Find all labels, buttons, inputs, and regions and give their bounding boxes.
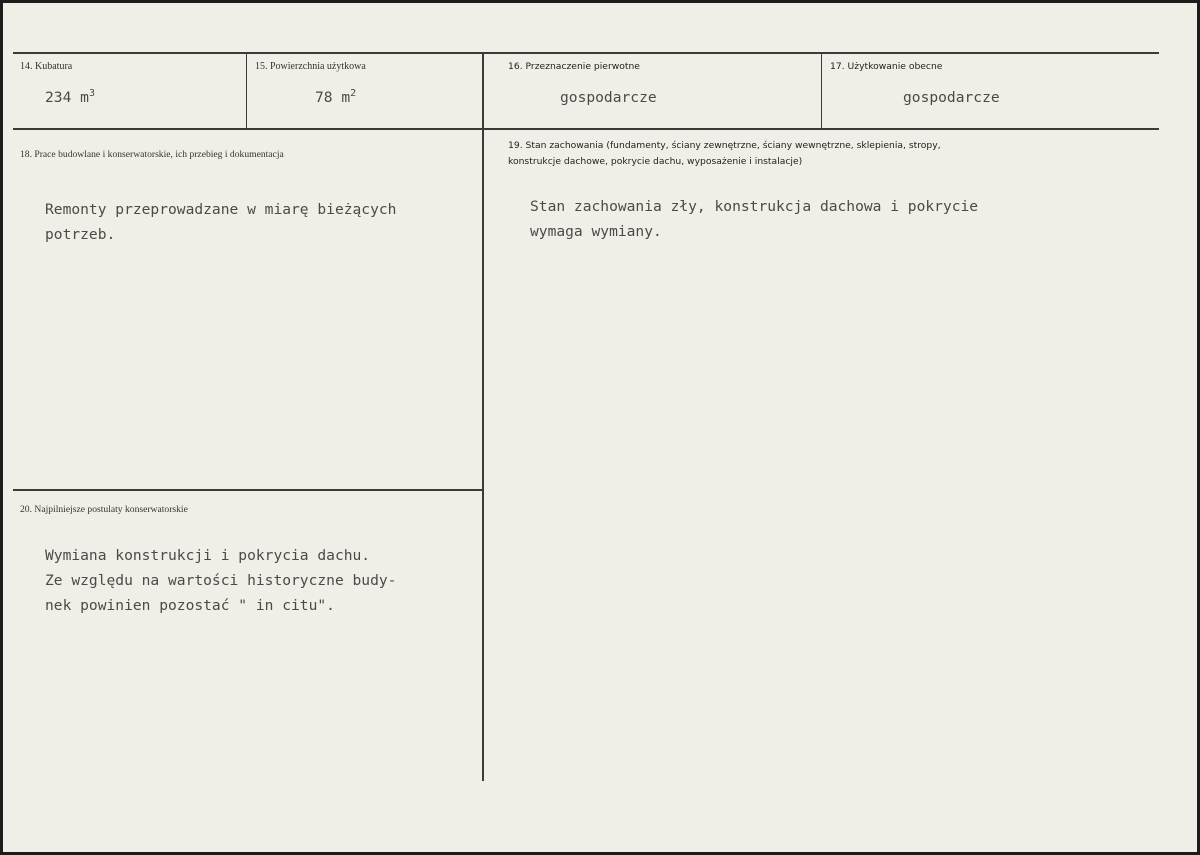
field-20-line-3: nek powinien pozostać " in citu". [45,597,335,614]
section-20-rule [13,489,483,491]
field-14-label: 14. Kubatura [20,61,73,72]
divider-14-15 [246,52,247,129]
field-19-label-line-1: 19. Stan zachowania (fundamenty, ściany zewnętrzne, ściany wewnętrzne, sklepienia, stropy, [508,140,941,151]
inventory-card [3,3,1197,852]
field-20-line-1: Wymiana konstrukcji i pokrycia dachu. [45,547,371,564]
field-16-value: gospodarcze [560,89,657,106]
field-16-label: 16. Przeznaczenie pierwotne [508,61,640,72]
divider-16-17 [821,52,822,129]
top-rule [13,52,1159,54]
field-20-line-2: Ze względu na wartości historyczne budy- [45,572,397,589]
field-15-value: 78 $m^2$ [315,88,357,106]
field-17-label: 17. Użytkowanie obecne [830,61,943,72]
field-18-label: 18. Prace budowlane i konserwatorskie, ich przebieg i dokumentacja [20,149,284,160]
field-15-label: 15. Powierzchnia użytkowa [255,61,366,72]
middle-rule [13,128,1159,130]
main-vertical-divider [482,52,484,781]
field-19-line-2: wymaga wymiany. [530,223,662,240]
field-20-label: 20. Najpilniejsze postulaty konserwatorskie [20,504,188,515]
field-14-value: 234 $m^3$ [45,88,95,106]
field-19-line-1: Stan zachowania zły, konstrukcja dachowa i pokrycie [530,198,979,215]
field-18-line-2: potrzeb. [45,226,116,243]
field-17-value: gospodarcze [903,89,1000,106]
field-18-line-1: Remonty przeprowadzane w miarę bieżących [45,201,397,218]
field-19-label-line-2: konstrukcje dachowe, pokrycie dachu, wyposażenie i instalacje) [508,156,803,167]
